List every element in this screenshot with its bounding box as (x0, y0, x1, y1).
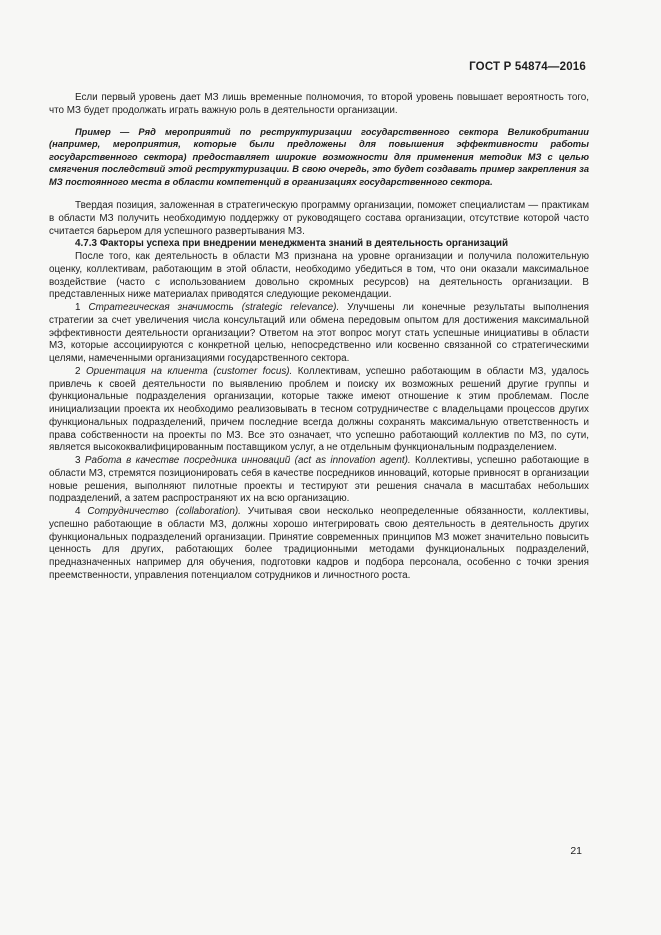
example-label: Пример — (75, 126, 130, 137)
document-body (49, 92, 589, 583)
paragraph-recommendations-intro: После того, как деятельность в области МЗ признана на уровне организации и получила положительную оценку, коллективам, работающим в этой области, необходимо убедиться в том, что они оказали максимальное воздействие (часто с использованием довольно скромных ресурсов) на деятельность организации. В представленных ниже материалах приводятся следующие рекомендации. (49, 251, 589, 301)
section-heading: 4.7.3 Факторы успеха при внедрении менеджмента знаний в деятельность организаций (75, 238, 509, 250)
standard-header: ГОСТ Р 54874—2016 (469, 61, 586, 73)
list-item-term: Ориентация на клиента (customer focus). (86, 365, 293, 377)
list-item-text: Улучшены ли конечные результаты выполнения стратегии за счет увеличения числа консультаций или обмена передовым опытом для достижения максимальной эффективности деятельности организации? Ответом на этот вопрос могут стать успешные инициативы в области МЗ, которые ассоциируются с конкретной целью, непосредственно или косвенно связанной со стратегическими целями, намеченными организациями государственного сектора. (49, 302, 589, 364)
list-item-number: 2 (75, 365, 86, 377)
paragraph-strategic-position: Твердая позиция, заложенная в стратегическую программу организации, поможет специалистам — практикам в области МЗ получить необходимую поддержку от руководящего состава организации, отсутствие которой часто считается барьером для успешного развертывания МЗ. (49, 200, 589, 237)
list-item-strategic-relevance (49, 302, 589, 366)
list-item-collaboration (49, 506, 589, 583)
page-number: 21 (570, 845, 582, 857)
list-item-text: Коллективам, успешно работающим в области МЗ, удалось привлечь к своей деятельности по выявлению проблем и поиску их возможных решений другие группы и функциональные подразделения организации, которые также имеют отношение к этим проблемам. После инициализации проекта их необходимо реализовывать в тесном сотрудничестве с владельцами процессов других функциональных подразделений, причем последние всегда должны сохранять максимальную ответственность и права собственности на проекты по МЗ. Все это означает, что успешно работающий коллектив по МЗ, по сути, является высококвалифицированным поставщиком услуг, а не отдельным функциональным подразделением. (49, 365, 589, 454)
list-item-term: Работа в качестве посредника инноваций (act as innovation agent). (84, 455, 411, 466)
example-text: Ряд мероприятий по реструктуризации государственного сектора Великобритании (например, мероприятия, которые были предложены для повышения эффективности работы государственного сектора) предоставляет широкие возможности для применения методик МЗ с целью смягчения последствий этой реструктуризации. В свою очередь, это будет создавать пример закрепления за МЗ постоянного места в области компетенций в организациях государственного сектора. (49, 126, 589, 187)
list-item-text: Коллективы, успешно работающие в области МЗ, стремятся позиционировать себя в качестве посредников инноваций, которые привносят в организации новые решения, выполняют пилотные проекты и тестируют эти решения сначала в масштабах небольших подразделений, а затем распространяют их на всю организацию. (49, 455, 589, 505)
list-item-text: Учитывая свои несколько неопределенные обязанности, коллективы, успешно работающие в области МЗ, должны хорошо интегрировать свою деятельность в деятельность других функциональных подразделений организации. Принятие современных принципов МЗ может значительно повысить ценность для других, работающих более традиционными методами функциональных подразделений, предназначенных например для обучения, подготовки кадров и подбора персонала, особенно с точки зрения преемственности, управления потенциалом сотрудников и личностного роста. (49, 506, 589, 581)
list-item-term: Сотрудничество (collaboration). (87, 506, 241, 517)
list-item-customer-focus (49, 366, 589, 455)
list-item-number: 3 (75, 455, 85, 466)
list-item-term: Стратегическая значимость (strategic relevance). (88, 302, 340, 313)
paragraph-intro: Если первый уровень дает МЗ лишь временные полномочия, то второй уровень повышает вероятность того, что МЗ будет продолжать играть важную роль в деятельности организации. (49, 92, 589, 116)
list-item-number: 4 (75, 506, 88, 517)
list-item-number: 1 (75, 302, 89, 313)
example-note (49, 126, 589, 189)
list-item-innovation-agent (49, 455, 589, 506)
